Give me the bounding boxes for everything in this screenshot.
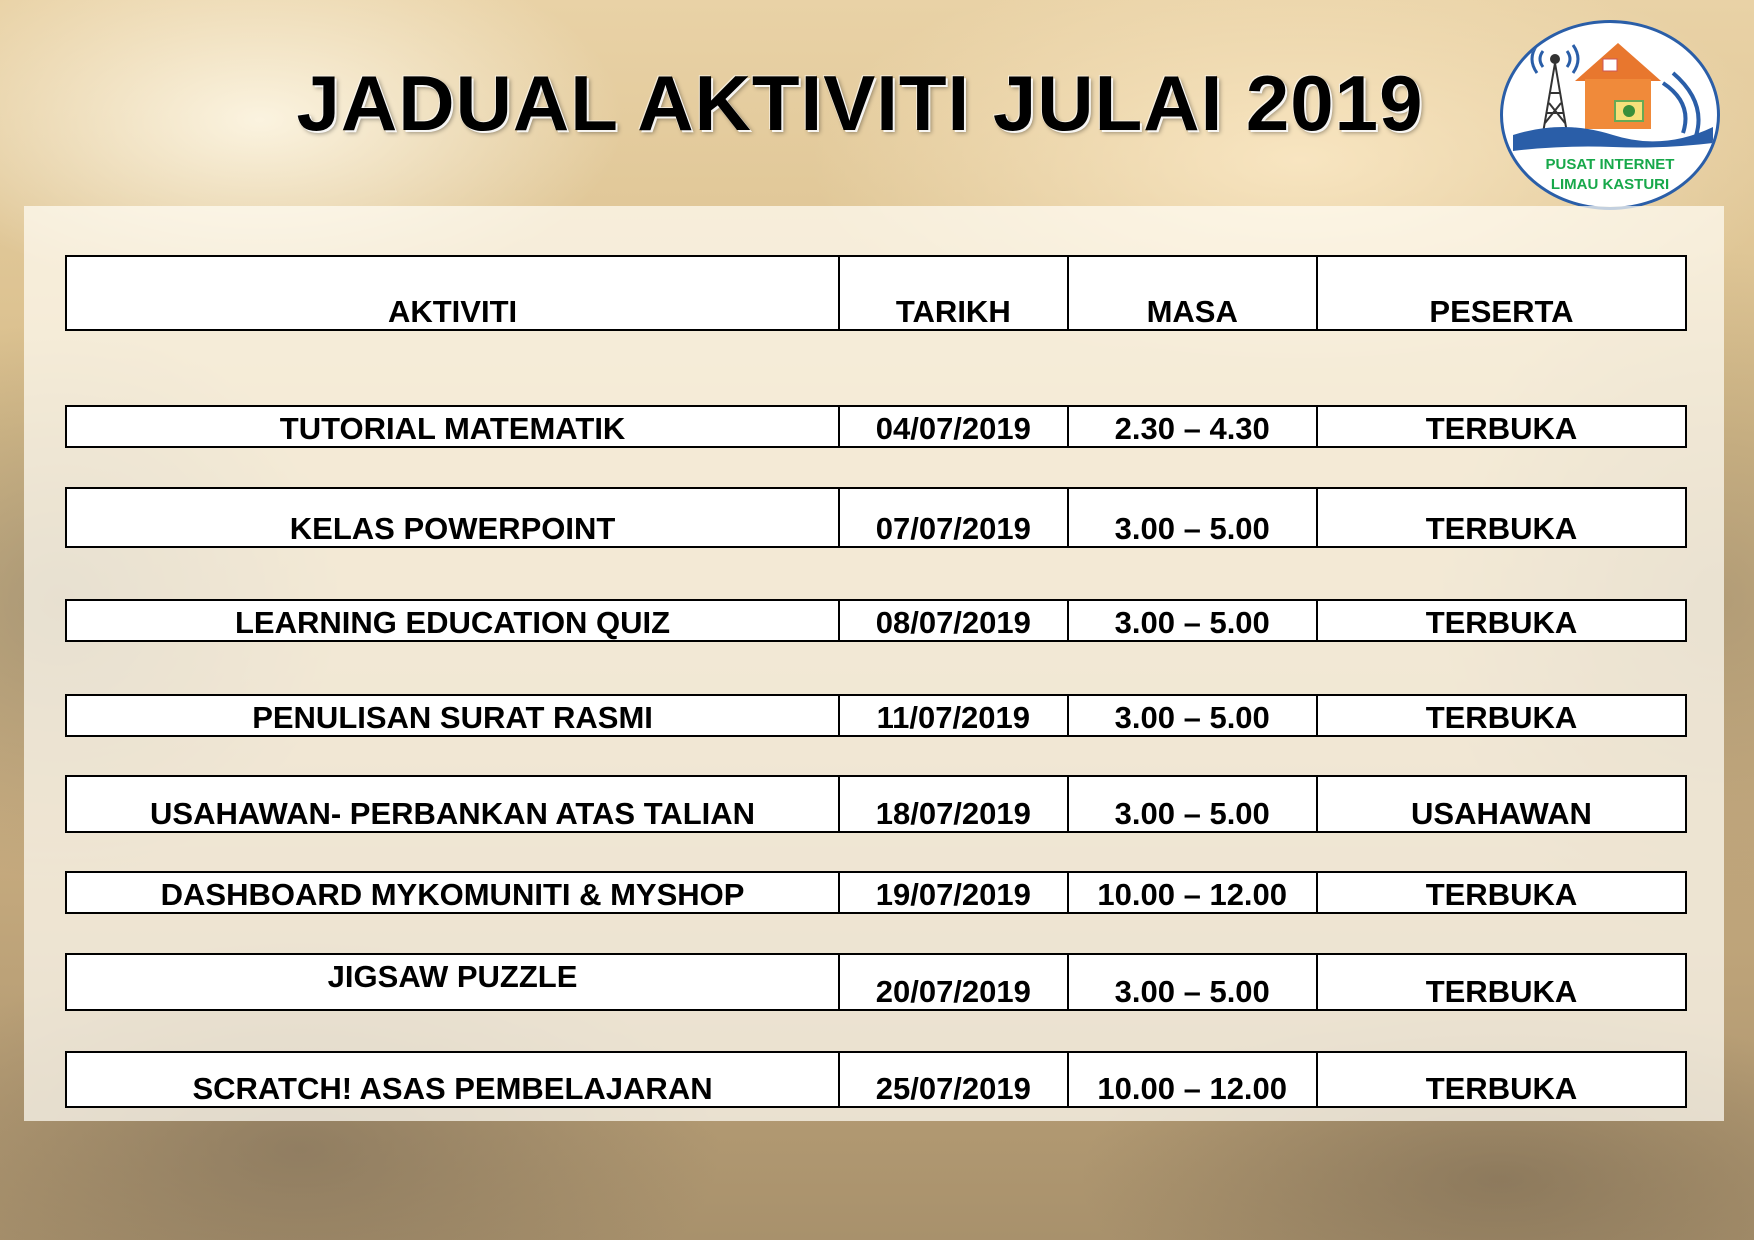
cell-masa: 3.00 – 5.00 bbox=[1069, 777, 1318, 831]
table-row bbox=[65, 775, 1687, 833]
table-row bbox=[65, 405, 1687, 448]
cell-peserta: TERBUKA bbox=[1425, 877, 1578, 912]
cell-masa: 2.30 – 4.30 bbox=[1069, 407, 1318, 446]
table-header-row bbox=[65, 255, 1687, 331]
cell-masa: 3.00 – 5.00 bbox=[1069, 601, 1318, 640]
cell-peserta: TERBUKA bbox=[1425, 700, 1578, 735]
cell-aktiviti: KELAS POWERPOINT bbox=[67, 489, 840, 546]
cell-tarikh: 11/07/2019 bbox=[840, 696, 1068, 735]
cell-tarikh: 19/07/2019 bbox=[840, 873, 1068, 912]
header-peserta: PESERTA bbox=[1429, 294, 1574, 329]
cell-aktiviti: LEARNING EDUCATION QUIZ bbox=[67, 601, 840, 640]
cell-tarikh: 18/07/2019 bbox=[840, 777, 1068, 831]
header-tarikh: TARIKH bbox=[840, 257, 1068, 329]
header-aktiviti: AKTIVITI bbox=[67, 257, 840, 329]
cell-tarikh: 04/07/2019 bbox=[840, 407, 1068, 446]
logo-text-line-2: LIMAU KASTURI bbox=[1550, 176, 1670, 193]
cell-tarikh: 07/07/2019 bbox=[840, 489, 1068, 546]
cell-peserta: TERBUKA bbox=[1425, 511, 1578, 546]
cell-masa: 3.00 – 5.00 bbox=[1069, 696, 1318, 735]
logo bbox=[1500, 20, 1720, 210]
cell-aktiviti: TUTORIAL MATEMATIK bbox=[67, 407, 840, 446]
cell-masa: 10.00 – 12.00 bbox=[1069, 1053, 1318, 1106]
cell-peserta: TERBUKA bbox=[1425, 605, 1578, 640]
table-row bbox=[65, 953, 1687, 1011]
page-title: JADUAL AKTIVITI JULAI 2019 bbox=[296, 59, 1424, 147]
table-row bbox=[65, 487, 1687, 548]
cell-aktiviti: SCRATCH! ASAS PEMBELAJARAN bbox=[67, 1053, 840, 1106]
cell-peserta: TERBUKA bbox=[1425, 974, 1578, 1009]
table-row bbox=[65, 871, 1687, 914]
cell-tarikh: 08/07/2019 bbox=[840, 601, 1068, 640]
cell-aktiviti: DASHBOARD MYKOMUNITI & MYSHOP bbox=[67, 873, 840, 912]
table-row bbox=[65, 694, 1687, 737]
cell-peserta: TERBUKA bbox=[1425, 1071, 1578, 1106]
cell-masa: 3.00 – 5.00 bbox=[1069, 489, 1318, 546]
logo-text-line-1: PUSAT INTERNET bbox=[1545, 156, 1675, 173]
cell-aktiviti: USAHAWAN- PERBANKAN ATAS TALIAN bbox=[67, 777, 840, 831]
cell-masa: 10.00 – 12.00 bbox=[1069, 873, 1318, 912]
cell-masa: 3.00 – 5.00 bbox=[1069, 955, 1318, 1009]
cell-peserta: USAHAWAN bbox=[1411, 796, 1592, 831]
header-masa: MASA bbox=[1069, 257, 1318, 329]
table-row bbox=[65, 599, 1687, 642]
cell-tarikh: 20/07/2019 bbox=[840, 955, 1068, 1009]
cell-aktiviti: JIGSAW PUZZLE bbox=[67, 955, 840, 1009]
cell-aktiviti: PENULISAN SURAT RASMI bbox=[67, 696, 840, 735]
cell-peserta: TERBUKA bbox=[1425, 411, 1578, 446]
table-row bbox=[65, 1051, 1687, 1108]
cell-tarikh: 25/07/2019 bbox=[840, 1053, 1068, 1106]
